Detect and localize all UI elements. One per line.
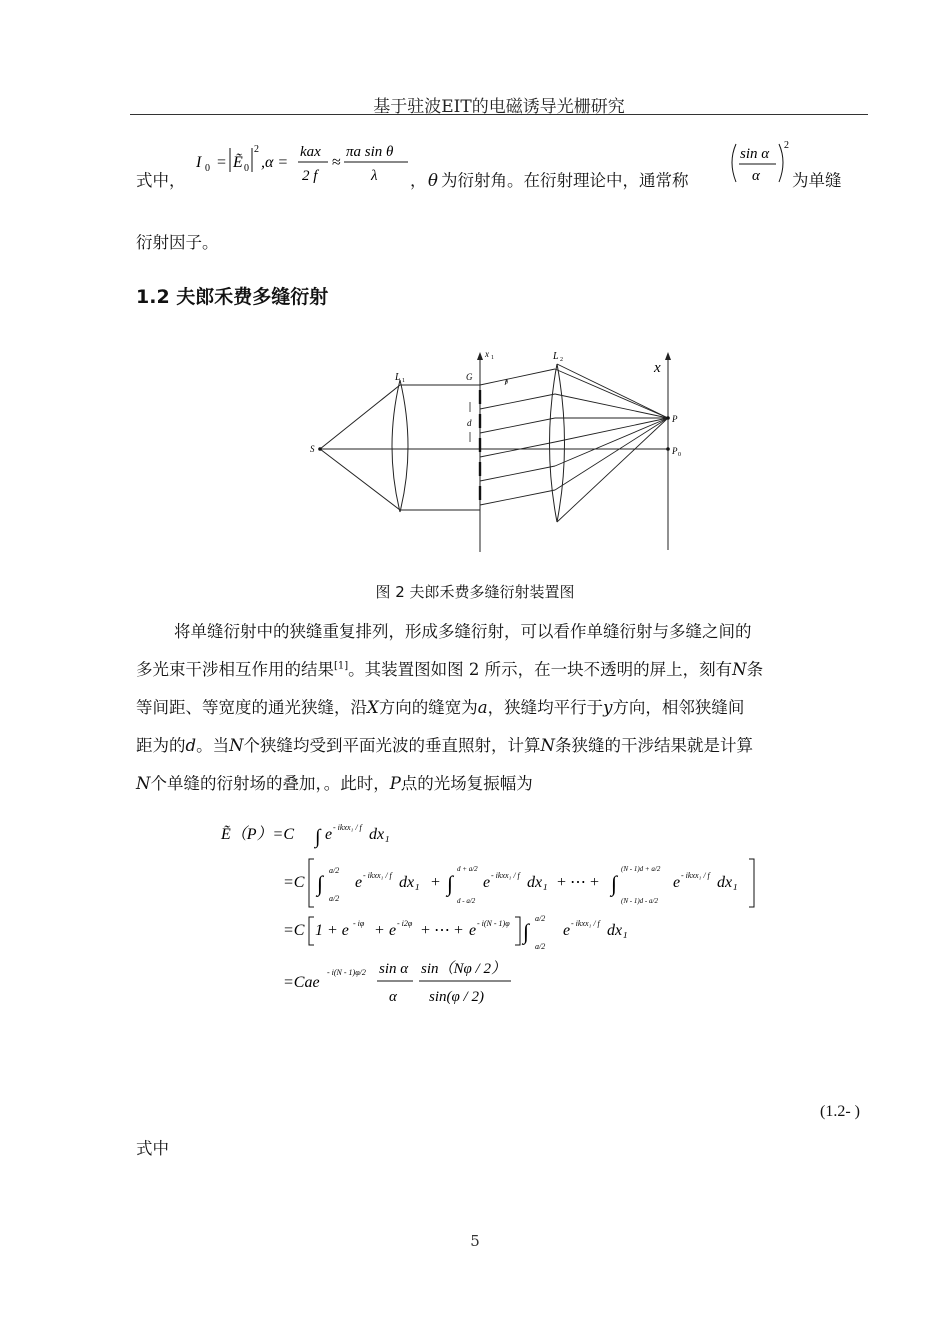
svg-text:a/2: a/2 <box>535 914 546 923</box>
svg-text:1: 1 <box>402 378 405 384</box>
svg-text:- i2φ: - i2φ <box>397 919 413 928</box>
intro-theta: θ <box>428 171 438 190</box>
svg-text:a/2: a/2 <box>535 942 546 951</box>
svg-text:+: + <box>431 874 441 891</box>
eq-num: πa sin θ <box>346 144 394 160</box>
svg-text:sin(φ / 2): sin(φ / 2) <box>429 989 484 1005</box>
svg-text:e: e <box>563 922 571 939</box>
eq-alpha: ,α = <box>261 154 289 171</box>
svg-text:1: 1 <box>491 355 494 361</box>
svg-text:- ikxx₁ / f: - ikxx₁ / f <box>491 871 520 880</box>
page-number: 5 <box>470 1232 480 1250</box>
svg-text:- i(N - 1)φ/2: - i(N - 1)φ/2 <box>327 968 366 977</box>
focused-rays <box>555 364 668 522</box>
svg-text:e: e <box>325 826 333 843</box>
body-line-3: 等间距、等宽度的通光狭缝，沿X方向的缝宽为a，狭缝均平行于y方向，相邻狭缝间 <box>136 698 745 717</box>
eq-den: λ <box>371 168 378 184</box>
svg-text:∫: ∫ <box>317 871 324 896</box>
body-line-2: 多光束干涉相互作用的结果[1]。其装置图如图 2 所示，在一块不透明的屏上，刻有N条 <box>136 660 764 679</box>
intro-equation <box>190 138 420 190</box>
factor-num: sin α <box>740 146 770 162</box>
eq-r1-exp: - ikxx₁ / f <box>333 823 362 832</box>
svg-text:∫: ∫ <box>447 871 454 896</box>
intro-comma: ， <box>410 171 427 190</box>
svg-text:- i(N - 1)φ: - i(N - 1)φ <box>477 919 510 928</box>
label-s: S <box>310 444 315 454</box>
label-theta: θ <box>505 380 508 386</box>
running-header: 基于驻波EIT的电磁诱导光栅研究 <box>373 97 625 117</box>
header-rule <box>130 114 868 115</box>
eq-E-sub: 0 <box>244 163 249 174</box>
eq-kax: kax <box>300 144 321 160</box>
eq-r2-c: =C <box>283 874 305 891</box>
svg-text:sin α: sin α <box>379 961 409 977</box>
svg-text:d + a/2: d + a/2 <box>457 865 478 873</box>
svg-text:0: 0 <box>678 452 681 458</box>
lens-l2 <box>557 364 565 522</box>
display-equation <box>215 815 775 1015</box>
svg-text:e: e <box>483 874 491 891</box>
single-slit-factor <box>726 138 796 190</box>
svg-text:+: + <box>375 922 385 939</box>
label-p: P <box>672 414 678 424</box>
eq-r4-pre: =Cae <box>283 974 320 991</box>
svg-text:∫: ∫ <box>523 919 530 944</box>
section-title: 1.2 夫郎禾费多缝衍射 <box>136 286 329 308</box>
eq-2f: 2 f <box>302 168 318 184</box>
svg-text:+ ⋯ +: + ⋯ + <box>421 922 464 939</box>
label-d: d <box>467 418 472 428</box>
body-line-4: 距为的d。当N个狭缝均受到平面光波的垂直照射，计算N条狭缝的干涉结果就是计算 <box>136 736 753 755</box>
svg-text:dx₁: dx₁ <box>399 874 420 891</box>
eq-lhs: Ẽ（P）=C <box>221 826 295 843</box>
diffracted-rays <box>480 369 555 505</box>
svg-text:2: 2 <box>560 357 563 363</box>
eq-E-exp: 2 <box>254 144 259 155</box>
label-x: x <box>654 360 661 376</box>
svg-text:(N - 1)d + a/2: (N - 1)d + a/2 <box>621 865 661 873</box>
eq-r3-body: 1 + e <box>315 922 349 939</box>
body-line-1: 将单缝衍射中的狭缝重复排列，形成多缝衍射，可以看作单缝衍射与多缝之间的 <box>174 622 752 641</box>
svg-text:- iφ: - iφ <box>353 919 365 928</box>
svg-text:e: e <box>389 922 397 939</box>
lens-l1 <box>400 380 408 512</box>
svg-text:=: = <box>217 154 227 171</box>
svg-text:∫: ∫ <box>611 871 618 896</box>
diffraction-setup-figure <box>300 340 700 560</box>
eq-I-sub: 0 <box>205 163 210 174</box>
svg-text:a/2: a/2 <box>329 866 340 875</box>
intro-suffix: 为单缝 <box>792 171 842 190</box>
label-g: G <box>466 372 473 382</box>
after-equation-text: 式中 <box>136 1139 169 1158</box>
svg-text:d - a/2: d - a/2 <box>457 897 476 905</box>
label-p0: P <box>672 446 678 456</box>
eq-E: Ẽ <box>233 154 243 171</box>
equation-number: (1.2- ) <box>820 1103 860 1120</box>
svg-text:- ikxx₁ / f: - ikxx₁ / f <box>363 871 392 880</box>
svg-text:=C: =C <box>283 922 305 939</box>
svg-text:dx₁: dx₁ <box>527 874 548 891</box>
svg-text:e: e <box>355 874 363 891</box>
body-line-5: N个单缝的衍射场的叠加，。此时，P点的光场复振幅为 <box>136 774 533 793</box>
svg-text:a/2: a/2 <box>329 894 340 903</box>
factor-exp: 2 <box>784 140 789 151</box>
label-l2: L <box>553 351 559 362</box>
intro-mid: 为衍射角。在衍射理论中，通常称 <box>441 171 689 190</box>
svg-text:- ikxx₁ / f: - ikxx₁ / f <box>571 919 600 928</box>
factor-den: α <box>752 168 760 184</box>
svg-text:α: α <box>389 989 397 1005</box>
svg-text:- ikxx₁ / f: - ikxx₁ / f <box>681 871 710 880</box>
citation: [1] <box>334 660 349 672</box>
eq-r2-dots: + ⋯ + <box>557 874 600 891</box>
label-l1: L <box>395 372 401 383</box>
eq-approx: ≈ <box>332 154 341 171</box>
eq-I: I <box>196 154 202 171</box>
svg-text:dx₁: dx₁ <box>717 874 738 891</box>
label-x1: x <box>485 349 489 359</box>
svg-text:e: e <box>673 874 681 891</box>
svg-text:dx₁: dx₁ <box>369 826 390 843</box>
svg-text:(N - 1)d - a/2: (N - 1)d - a/2 <box>621 897 658 905</box>
figure-caption: 图 2 夫郎禾费多缝衍射装置图 <box>375 583 575 601</box>
intro-prefix: 式中， <box>136 171 186 190</box>
svg-text:sin（Nφ / 2）: sin（Nφ / 2） <box>421 961 506 977</box>
svg-text:e: e <box>469 922 477 939</box>
intro-line2: 衍射因子。 <box>136 233 219 252</box>
svg-text:dx₁: dx₁ <box>607 922 628 939</box>
svg-text:∫: ∫ <box>315 826 321 848</box>
